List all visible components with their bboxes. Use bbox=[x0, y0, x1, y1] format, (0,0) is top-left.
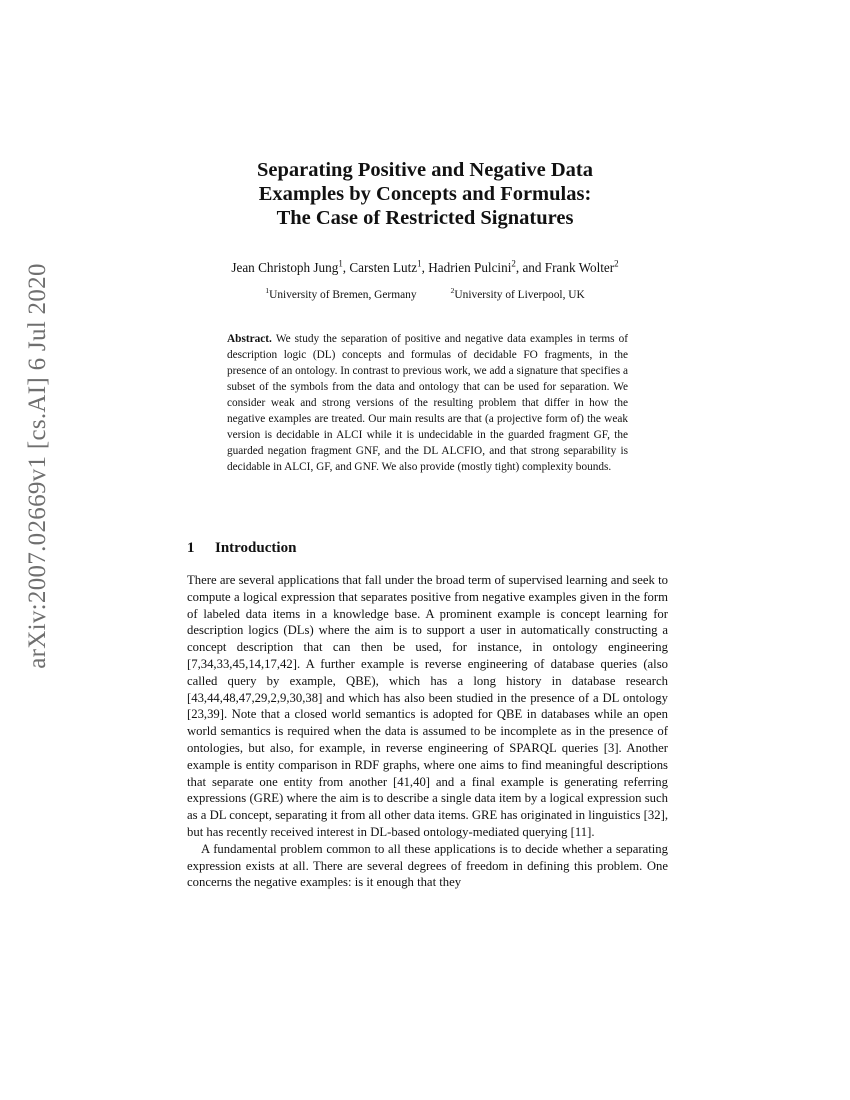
body-paragraph: A fundamental problem common to all these applications is to decide whether a separating expression exists at all. There are several degrees of freedom in defining this problem. One concerns the negative examples: is it enough that they bbox=[187, 841, 668, 890]
affiliation-mark: 2 bbox=[511, 258, 516, 269]
paper-title bbox=[150, 158, 700, 230]
arxiv-stamp bbox=[20, 263, 56, 669]
abstract bbox=[227, 331, 628, 475]
section-number: 1 bbox=[187, 540, 195, 556]
abstract-label: Abstract. bbox=[227, 333, 272, 345]
author-separator: , bbox=[421, 260, 429, 275]
body-paragraph: There are several applications that fall under the broad term of supervised learning and seek to compute a logical expression that separates positive from negative examples given in the form of labeled data items in a knowledge base. A prominent example is concept learning for description logics (DLs) where the aim is to support a user in automatically constructing a concept description that can then be used, for instance, in ontology engineering [7,34,33,45,14,17,42]. A further example is reverse engineering of database queries (also called query by example, QBE), which has a long history in database research [43,44,48,47,29,2,9,30,38] and which has also been studied in the presence of a DL ontology [23,39]. Note that a closed world semantics is adopted for QBE in databases while an open world semantics is required when the data is assumed to be incomplete as in the presence of ontologies, but also, for example, in reverse engineering of SPARQL queries [3]. Another example is entity comparison in RDF graphs, where one aims to find meaningful descriptions that separate one entity from another [41,40] and a final example is generating referring expressions (GRE) where the aim is to describe a single data item by a logical expression such as a DL concept, separating it from all other data items. GRE has originated in linguistics [32], but has recently received interest in DL-based ontology-mediated querying [11]. bbox=[187, 573, 668, 839]
affiliation-number: 2 bbox=[450, 286, 455, 296]
affiliation-name: University of Liverpool, UK bbox=[454, 289, 585, 301]
section-title: Introduction bbox=[215, 540, 297, 556]
title-line: The Case of Restricted Signatures bbox=[276, 207, 574, 229]
author-name: Hadrien Pulcini bbox=[428, 260, 512, 275]
author-name: Carsten Lutz bbox=[349, 260, 418, 275]
abstract-text: We study the separation of positive and negative data examples in terms of description logic (DL) concepts and formulas of decidable FO fragments, in the presence of an ontology. In contrast to previous work, we add a signature that specifies a subset of the symbols from the data and ontology that can be used for separation. We consider weak and strong versions of the resulting problem that differ in how the negative examples are treated. Our main results are that (a projective form of) the weak version is decidable in ALCI while it is undecidable in the guarded fragment GF, the guarded negation fragment GNF, and the DL ALCFIO, and that strong separability is decidable in ALCI, GF, and GNF. We also provide (mostly tight) complexity bounds. bbox=[227, 333, 628, 473]
section-body bbox=[187, 572, 668, 891]
affiliation-mark: 1 bbox=[417, 258, 422, 269]
section-heading bbox=[187, 540, 296, 557]
affiliation-mark: 2 bbox=[614, 258, 619, 269]
title-line: Separating Positive and Negative Data bbox=[257, 159, 593, 181]
author-name: Jean Christoph Jung bbox=[231, 260, 339, 275]
arxiv-identifier[interactable]: arXiv:2007.02669v1 [cs.AI] 6 Jul 2020 bbox=[24, 263, 51, 669]
author-separator: , and bbox=[515, 260, 545, 275]
title-line: Examples by Concepts and Formulas: bbox=[258, 183, 592, 205]
author-name: Frank Wolter bbox=[544, 260, 615, 275]
author-list bbox=[120, 259, 730, 276]
affiliation-name: University of Bremen, Germany bbox=[269, 289, 417, 301]
affiliation-mark: 1 bbox=[338, 258, 343, 269]
affiliation-list bbox=[120, 287, 730, 303]
author-separator: , bbox=[342, 260, 350, 275]
affiliation-number: 1 bbox=[265, 286, 270, 296]
